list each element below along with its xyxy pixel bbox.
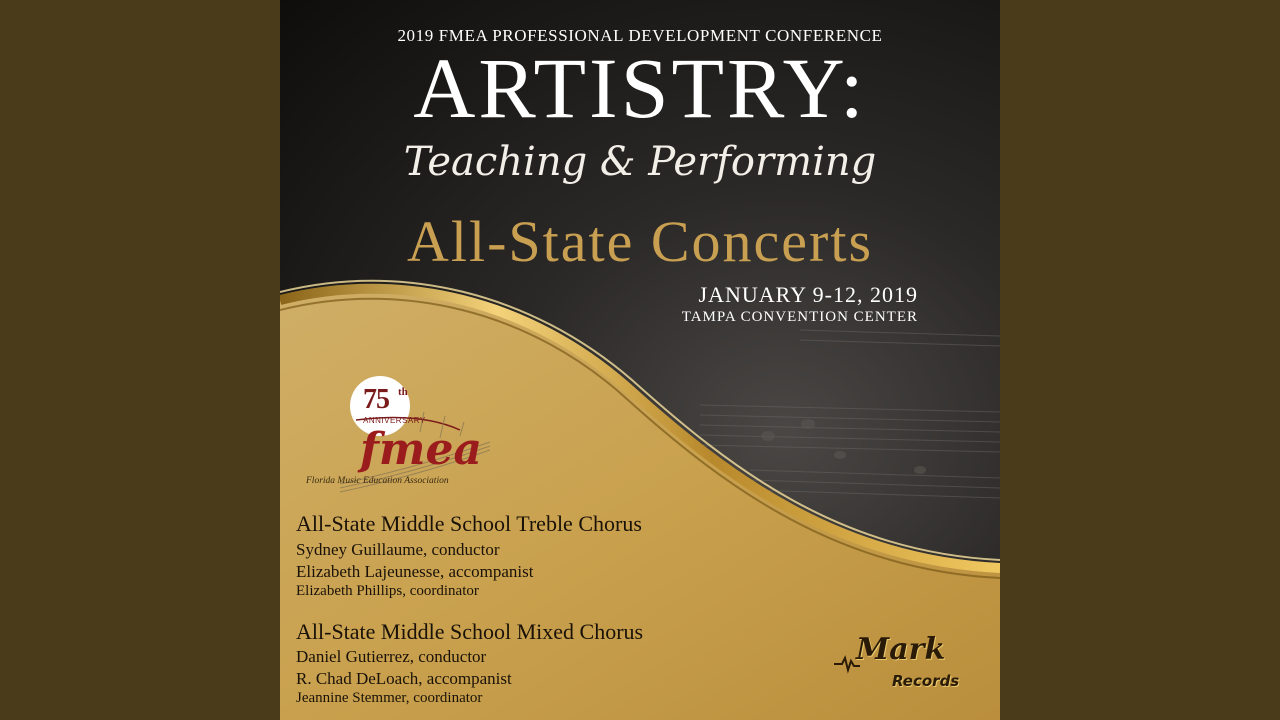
ensemble-1-name: All-State Middle School Treble Chorus (296, 511, 642, 536)
ensemble-1-accompanist: Elizabeth Lajeunesse, accompanist (296, 562, 534, 581)
records-wordmark: Records (892, 672, 960, 690)
fmea-wordmark: fmea (360, 424, 482, 475)
album-cover (280, 0, 1000, 720)
anniversary-suffix: th (398, 386, 408, 398)
anniversary-number: 75 (363, 384, 389, 415)
ensemble-1-coordinator: Elizabeth Phillips, coordinator (296, 583, 479, 599)
mark-records-logo (834, 628, 979, 704)
anniversary-word: ANNIVERSARY (363, 416, 426, 425)
conference-dates: JANUARY 9-12, 2019 (698, 282, 918, 307)
ensemble-1-conductor: Sydney Guillaume, conductor (296, 540, 500, 559)
ensemble-2-name: All-State Middle School Mixed Chorus (296, 619, 644, 644)
ensemble-2-accompanist: R. Chad DeLoach, accompanist (296, 669, 512, 688)
sheet-music-lines (700, 330, 1000, 498)
conference-venue: TAMPA CONVENTION CENTER (681, 309, 918, 325)
conference-title: 2019 FMEA PROFESSIONAL DEVELOPMENT CONFERENCE (397, 26, 883, 45)
fmea-logo (300, 372, 500, 497)
concert-series-title: All-State Concerts (406, 209, 874, 274)
album-title: ARTISTRY: (413, 40, 867, 136)
ensemble-2-coordinator: Jeannine Stemmer, coordinator (296, 690, 483, 706)
fmea-organization-name: Florida Music Education Association (306, 476, 449, 486)
ensemble-2-conductor: Daniel Gutierrez, conductor (296, 647, 487, 666)
mark-wordmark: Mark (856, 632, 946, 667)
album-subtitle: Teaching & Performing (403, 139, 877, 185)
